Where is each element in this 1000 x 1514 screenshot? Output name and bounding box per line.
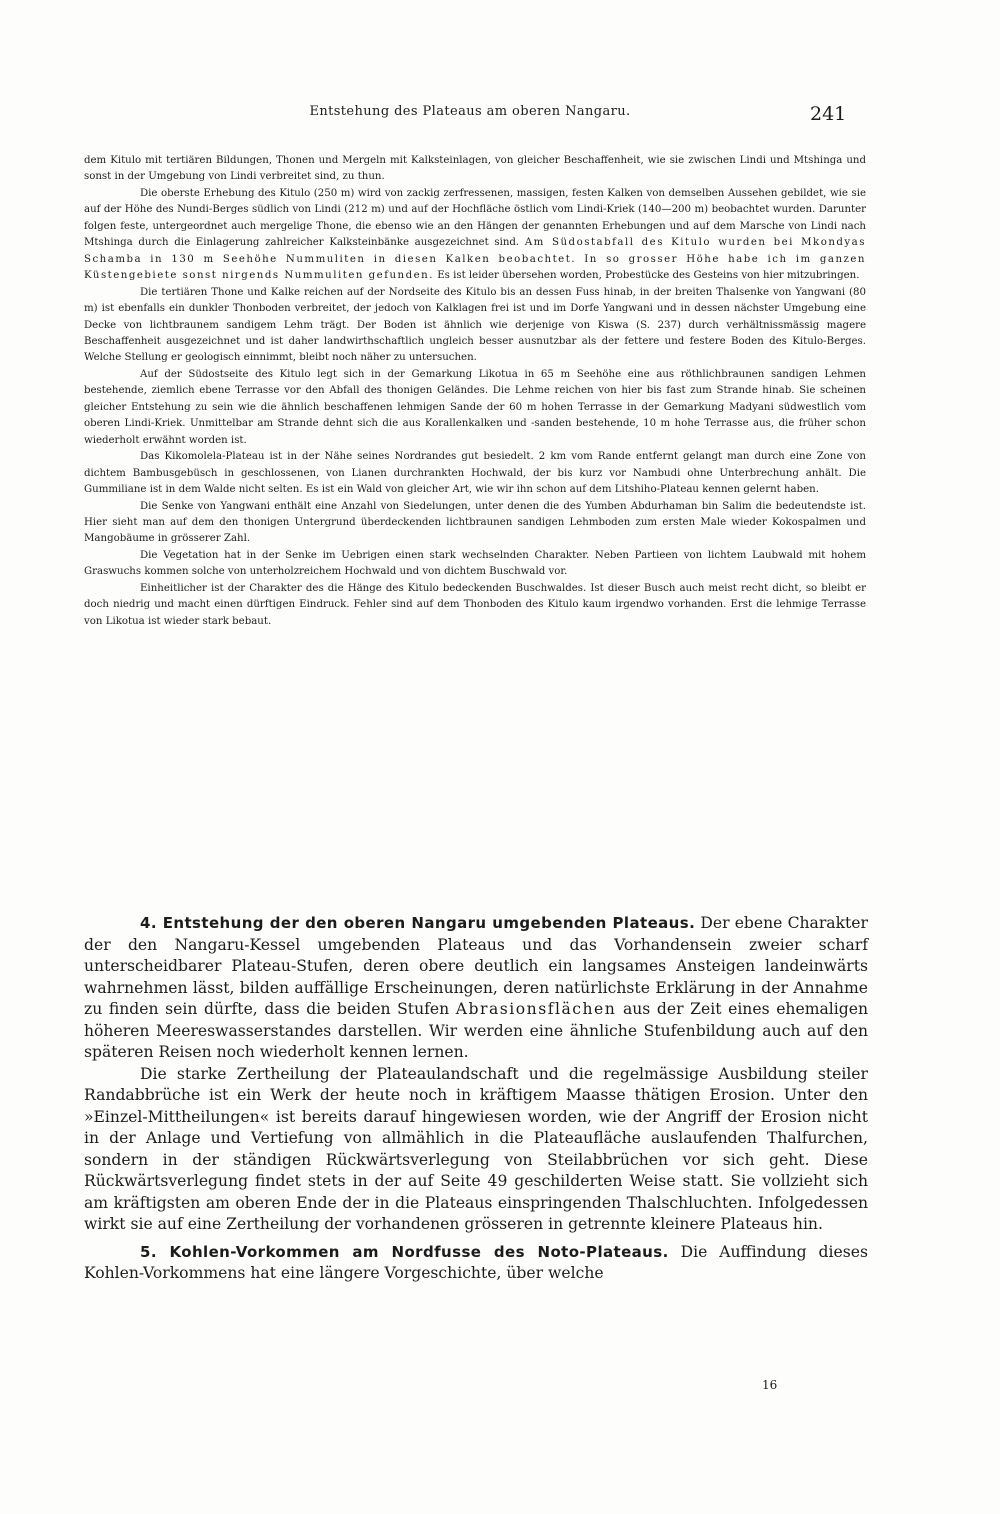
running-title: Entstehung des Plateaus am oberen Nangaru. <box>309 104 631 119</box>
paragraph: Auf der Südostseite des Kitulo legt sich in der Gemarkung Likotua in 65 m Seehöhe eine aus röthlichbraunen sandigen Lehmen bestehende, ziemlich ebene Terrasse vor den Abfall des thonigen Geländes. Die Lehme reichen von hier bis fast zum Strande hinab. Sie scheinen gleicher Entstehung zu sein wie die ähnlich beschaffenen lehmigen Sande der 60 m hohen Terrasse in der Gemarkung Madyani südwestlich vom oberen Lindi-Kriek. Unmittelbar am Strande dehnt sich die aus Korallenkalken und -sanden bestehende, 10 m hohe Terrasse aus, die früher schon wiederholt erwähnt worden ist. <box>84 368 866 446</box>
printer-signature: 16 <box>762 1378 778 1392</box>
text-run: aus der Zeit eines ehemaligen höheren Meereswasserstandes darstellen. Wir werden eine ähnliche Stufenbildung auch auf den späteren Reisen noch wiederholt kennen lernen. <box>84 1000 869 1061</box>
paragraph: Die tertiären Thone und Kalke reichen auf der Nordseite des Kitulo bis an dessen Fuss hinab, in der breiten Thalsenke von Yangwani (80 m) ist ebenfalls ein dunkler Thonboden verbreitet, der jedoch von Kalklagen frei ist und im Dorfe Yangwani und in dessen nächster Umgebung eine Decke von lichtbraunem sandigem Lehm trägt. Der Boden ist ähnlich wie derjenige von Kiswa (S. 237) durch verhältnissmässig magere Beschaffenheit ausgezeichnet und ist daher landwirthschaftlich ungleich besser ausnutzbar als der fettere und festere Boden des Kitulo-Berges. Welche Stellung er geologisch einnimmt, bleibt noch näher zu untersuchen. <box>84 286 866 364</box>
text-run: Die oberste Erhebung des Kitulo (250 m) wird von zackig zerfressenen, massigen, festen Kalken von demselben Aussehen gebildet, wie sie auf der Höhe des Nundi-Berges südlich von Lindi (212 m) und auf der Hochfläche östlich vom Lindi-Kriek (140—200 m) beobachtet wurden. Darunter folgen feste, untergeordnet auch mergelige Thone, die ebenso wie an den Hängen der genannten Erhebungen und auf dem Marsche von Lindi nach Mtshinga durch die Einlagerung zahlreicher Kalksteinbänke ausgezeichnet sind. <box>84 187 866 249</box>
section-5 <box>84 1242 868 1285</box>
paragraph: dem Kitulo mit tertiären Bildungen, Thonen und Mergeln mit Kalksteinlagen, von gleicher Beschaffenheit, wie sie zwischen Lindi und Mtshinga und sonst in der Umgebung von Lindi verbreitet sind, zu thun. <box>84 155 866 183</box>
spaced-emphasis: Am Südostabfall des Kitulo wurden bei Mkondyas Schamba in 130 m Seehöhe Nummuliten in diesen Kalken beobachtet. In so grosser Höhe habe ich im ganzen Küstengebiete sonst nirgends Nummuliten gefunden. <box>84 237 866 282</box>
section-heading: 5. Kohlen-Vorkommen am Nordfusse des Noto-Plateaus. <box>140 1242 669 1261</box>
paragraph: Die starke Zertheilung der Plateaulandschaft und die regelmässige Ausbildung steiler Randabbrüche ist ein Werk der heute noch in kräftigem Maasse thätigen Erosion. Unter den »Einzel-Mittheilungen« ist bereits darauf hingewiesen worden, wie der Angriff der Erosion nicht in der Anlage und Vertiefung von allmählich in die Plateaufläche auslaufenden Thalfurchen, sondern in der ständigen Rückwärtsverlegung von Steilabbrüchen vor sich geht. Diese Rückwärtsverlegung findet stets in der auf Seite 49 geschilderten Weise statt. Sie vollzieht sich am kräftigsten am oberen Ende der in die Plateaus einspringenden Thalschluchten. Infolgedessen wirkt sie auf eine Zertheilung der vorhandenen grösseren in getrennte kleinere Plateaus hin. <box>84 1064 868 1233</box>
small-print-body <box>84 153 866 630</box>
paragraph: Die Senke von Yangwani enthält eine Anzahl von Siedelungen, unter denen die des Yumben Abdurhaman bin Salim die bedeutendste ist. Hier sieht man auf dem den thonigen Untergrund überdeckenden lichtbraunen sandigen Lehmboden zum ersten Male wieder Kokospalmen und Mangobäume in grösserer Zahl. <box>84 500 866 545</box>
text-run: Der ebene Charakter der den Nangaru-Kessel umgebenden Plateaus und das Vorhandensein zweier scharf unterscheidbarer Plateau-Stufen, deren obere deutlich ein langsames Ansteigen landeinwärts wahrnehmen lässt, bilden auffällige Erscheinungen, deren natürlichste Erklärung in der Annahme zu finden sein dürfte, dass die beiden Stufen <box>84 914 868 1018</box>
paragraph: Die Vegetation hat in der Senke im Uebrigen einen stark wechselnden Charakter. Neben Partieen von lichtem Laubwald mit hohem Graswuchs kommen solche von unterholzreichem Hochwald und von dichtem Buschwald vor. <box>84 549 866 578</box>
section-heading: 4. Entstehung der den oberen Nangaru umgebenden Plateaus. <box>140 914 696 932</box>
page-number: 241 <box>810 103 847 125</box>
main-body <box>84 913 868 1285</box>
text-run: Die Auffindung dieses Kohlen-Vorkommens hat eine längere Vorgeschichte, über welche <box>84 1242 868 1282</box>
text-run: Es ist leider übersehen worden, Probestücke des Gesteins von hier mitzubringen. <box>437 270 860 282</box>
spaced-emphasis: Abrasionsflächen <box>455 1000 617 1018</box>
paragraph: Das Kikomolela-Plateau ist in der Nähe seines Nordrandes gut besiedelt. 2 km vom Rande entfernt gelangt man durch eine Zone von dichtem Bambusgebüsch in geschlossenen, von Lianen durchrankten Hochwald, der bis kurz vor Nambudi ohne Unterbrechung anhält. Die Gummiliane ist in dem Walde nicht selten. Es ist ein Wald von gleicher Art, wie wir ihn schon auf dem Litshiho-Plateau kennen gelernt haben. <box>84 451 866 496</box>
paragraph <box>84 186 866 285</box>
section-4 <box>84 913 868 1064</box>
paragraph: Einheitlicher ist der Charakter des die Hänge des Kitulo bedeckenden Buschwaldes. Ist dieser Busch auch meist recht dicht, so bleibt er doch niedrig und macht einen dürftigen Eindruck. Fehler sind auf dem Thonboden des Kitulo kaum irgendwo vorhanden. Erst die lehmige Terrasse von Likotua ist wieder stark bebaut. <box>84 582 866 627</box>
